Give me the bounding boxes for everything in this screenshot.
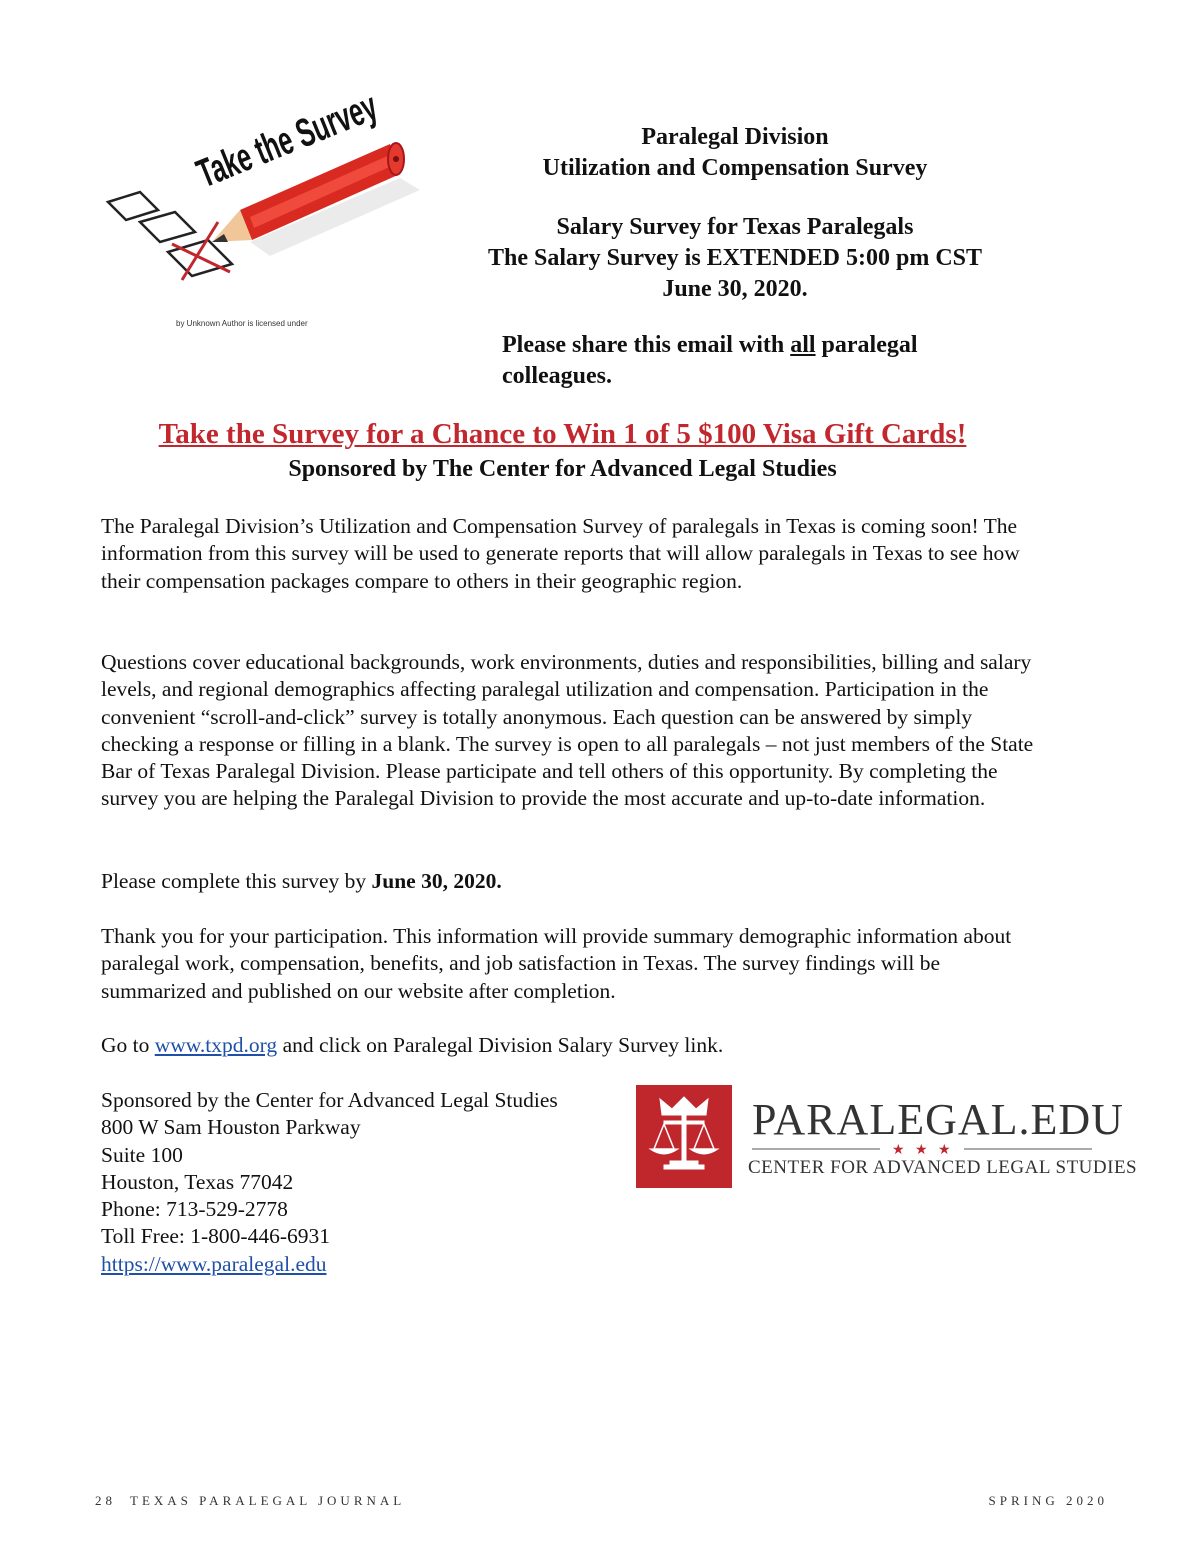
sponsor-line: Sponsored by The Center for Advanced Legal Studies <box>288 456 837 482</box>
intro-paragraph: The Paralegal Division’s Utilization and Compensation Survey of paralegals in Texas is coming soon! The information from this survey will be used to generate reports that will allow paralegals in Texas to see how their compensation packages compare to others in their geographic region. <box>101 514 1020 593</box>
heading-line-1: Paralegal Division <box>641 124 829 150</box>
heading-line-3: Salary Survey for Texas Paralegals <box>556 214 914 240</box>
paralegal-edu-link[interactable]: https://www.paralegal.edu <box>101 1251 327 1276</box>
survey-heading <box>450 122 1020 305</box>
svg-text:★: ★ <box>915 1142 928 1158</box>
address-line-1: Sponsored by the Center for Advanced Legal Studies <box>101 1088 558 1112</box>
svg-text:★: ★ <box>892 1142 905 1158</box>
go-to-paragraph <box>101 1032 1041 1059</box>
heading-line-5: June 30, 2020. <box>662 276 808 302</box>
page-number: 28 <box>95 1493 116 1508</box>
issue-label: SPRING 2020 <box>988 1493 1108 1508</box>
svg-text:★: ★ <box>938 1142 951 1158</box>
share-request <box>502 330 1022 392</box>
heading-line-4: The Salary Survey is EXTENDED 5:00 pm CST <box>487 245 983 271</box>
journal-name: TEXAS PARALEGAL JOURNAL <box>130 1493 406 1508</box>
logo-title: PARALEGAL.EDU <box>752 1095 1124 1144</box>
share-emphasis: all <box>790 332 816 358</box>
address-line-2: 800 W Sam Houston Parkway <box>101 1115 361 1140</box>
heading-line-2: Utilization and Compensation Survey <box>542 155 928 181</box>
deadline-text: Please complete this survey by <box>101 869 372 893</box>
deadline-date: June 30, 2020. <box>371 869 502 893</box>
take-the-survey-image <box>100 41 490 292</box>
sponsor-address <box>101 1087 558 1278</box>
scales-of-justice-logo-icon <box>636 1085 732 1188</box>
share-text-before: Please share this email with <box>502 332 791 358</box>
go-to-text: Go to <box>101 1033 155 1057</box>
deadline-paragraph <box>101 868 1041 895</box>
logo-stars-rule <box>752 1142 1092 1158</box>
txpd-link[interactable]: www.txpd.org <box>154 1033 278 1057</box>
phone-line: Phone: 713-529-2778 <box>101 1197 288 1222</box>
share-text-after: paralegal colleagues. <box>502 332 918 389</box>
address-line-4: Houston, Texas 77042 <box>101 1169 294 1194</box>
questions-paragraph: Questions cover educational backgrounds, work environments, duties and responsibilities, billing and salary levels, and regional demographics affecting paralegal utilization and compensation. Participation in the convenient “scroll-and-click” survey is totally anonymous. Each question can be answered by simply checking a response or filling in a blank. The survey is open to all paralegals – not just members of the State Bar of Texas Paralegal Division. Please participate and tell others of this opportunity. By completing the survey you are helping the Paralegal Division to provide the most accurate and up-to-date information. <box>101 650 1034 811</box>
gift-card-promo[interactable]: Take the Survey for a Chance to Win 1 of 5 $100 Visa Gift Cards! <box>158 418 967 450</box>
toll-free-line: Toll Free: 1-800-446-6931 <box>101 1224 330 1249</box>
go-to-text-after: and click on Paralegal Division Salary Survey link. <box>277 1033 724 1057</box>
image-credit: by Unknown Author is licensed under <box>176 319 308 328</box>
take-the-survey-lettering: Take the Survey <box>190 41 490 197</box>
footer-left <box>95 1493 405 1509</box>
thank-you-paragraph: Thank you for your participation. This information will provide summary demographic information about paralegal work, compensation, benefits, and job satisfaction in Texas. The survey findings will be summarized and published on our website after completion. <box>101 924 1012 1003</box>
address-line-3: Suite 100 <box>101 1142 183 1167</box>
logo-subtitle: CENTER FOR ADVANCED LEGAL STUDIES <box>748 1157 1138 1178</box>
